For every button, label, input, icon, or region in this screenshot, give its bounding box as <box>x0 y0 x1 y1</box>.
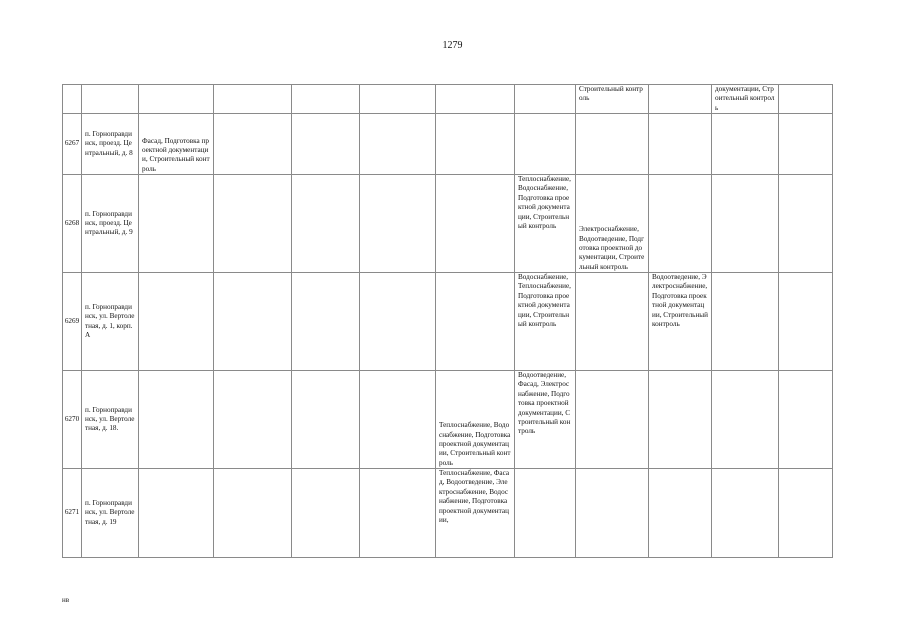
cell-empty <box>292 114 360 175</box>
cell-empty <box>214 114 292 175</box>
cell-works: Фасад, Подготовка проектной документации, Строительный контроль <box>139 114 214 175</box>
cell-empty <box>292 273 360 371</box>
row-number: 6268 <box>63 175 82 273</box>
cell-empty <box>214 175 292 273</box>
cell-empty <box>63 85 82 114</box>
cell-empty <box>436 85 515 114</box>
row-number: 6270 <box>63 371 82 469</box>
row-number: 6267 <box>63 114 82 175</box>
cell-empty <box>360 114 436 175</box>
cell-works <box>576 273 649 371</box>
cell-empty <box>292 469 360 558</box>
cell-works: Водоотведение, Фасад, Электроснабжение, Подготовка проектной документации, Строительный контроль <box>515 371 576 469</box>
cell-empty <box>779 371 833 469</box>
cell-empty <box>214 85 292 114</box>
row-address: п. Горноправдинск, ул. Вертолетная, д. 1, корп. А <box>82 273 139 371</box>
cell-empty <box>712 273 779 371</box>
cell-works <box>139 469 214 558</box>
cell-empty <box>214 273 292 371</box>
cell-works: Электроснабжение, Водоотведение, Подготовка проектной документации, Строительный контроль <box>576 175 649 273</box>
cell-works <box>649 114 712 175</box>
cell-empty <box>292 85 360 114</box>
cell-empty <box>649 85 712 114</box>
cell-empty <box>292 371 360 469</box>
page-number: 1279 <box>442 40 463 51</box>
cell-works <box>436 114 515 175</box>
cell-works <box>576 114 649 175</box>
row-number: 6271 <box>63 469 82 558</box>
row-address: п. Горноправдинск, проезд. Центральный, д. 9 <box>82 175 139 273</box>
table-row <box>63 114 833 175</box>
cell-empty <box>214 469 292 558</box>
cell-works: Водоснабжение, Теплоснабжение, Подготовка проектной документации, Строительный контроль <box>515 273 576 371</box>
table-row <box>63 469 833 558</box>
cell-empty <box>779 114 833 175</box>
cell-works <box>436 273 515 371</box>
row-address: п. Горноправдинск, проезд. Центральный, д. 8 <box>82 114 139 175</box>
cell-empty <box>779 175 833 273</box>
cell-empty <box>779 469 833 558</box>
cell-empty <box>779 85 833 114</box>
row-address: п. Горноправдинск, ул. Вертолетная, д. 19 <box>82 469 139 558</box>
cell-empty <box>712 175 779 273</box>
cell-works <box>515 469 576 558</box>
cell-empty <box>360 273 436 371</box>
cell-works <box>139 371 214 469</box>
cell-empty <box>214 371 292 469</box>
cell-empty <box>360 469 436 558</box>
cell-works <box>139 273 214 371</box>
cell-empty <box>360 85 436 114</box>
cell-works <box>139 175 214 273</box>
cell-empty <box>292 175 360 273</box>
cell-empty <box>712 469 779 558</box>
cell-works <box>576 371 649 469</box>
row-number: 6269 <box>63 273 82 371</box>
cell-works: документации, Строительный контроль <box>712 85 779 114</box>
table-row <box>63 273 833 371</box>
cell-works: Теплоснабжение, Фасад, Водоотведение, Электроснабжение, Водоснабжение, Подготовка проектной документации, <box>436 469 515 558</box>
cell-works <box>649 469 712 558</box>
cell-empty <box>82 85 139 114</box>
row-address: п. Горноправдинск, ул. Вертолетная, д. 18. <box>82 371 139 469</box>
table-row <box>63 371 833 469</box>
cell-empty <box>712 114 779 175</box>
cell-works <box>649 371 712 469</box>
cell-empty <box>779 273 833 371</box>
footer-mark: нв <box>62 596 70 604</box>
cell-empty <box>712 371 779 469</box>
cell-works <box>436 175 515 273</box>
cell-empty <box>360 371 436 469</box>
cell-empty <box>515 85 576 114</box>
cell-works <box>576 469 649 558</box>
cell-works: Водоотведение, Электроснабжение, Подготовка проектной документации, Строительный контроль <box>649 273 712 371</box>
cell-works: Строительный контроль <box>576 85 649 114</box>
cell-empty <box>360 175 436 273</box>
table-row-continued <box>63 85 833 114</box>
cell-works: Теплоснабжение, Водоснабжение, Подготовка проектной документации, Строительный контроль <box>436 371 515 469</box>
table-row <box>63 175 833 273</box>
cell-works: Теплоснабжение, Водоснабжение, Подготовка проектной документации, Строительный контроль <box>515 175 576 273</box>
cell-works <box>649 175 712 273</box>
program-table <box>62 84 833 558</box>
cell-empty <box>139 85 214 114</box>
cell-works <box>515 114 576 175</box>
